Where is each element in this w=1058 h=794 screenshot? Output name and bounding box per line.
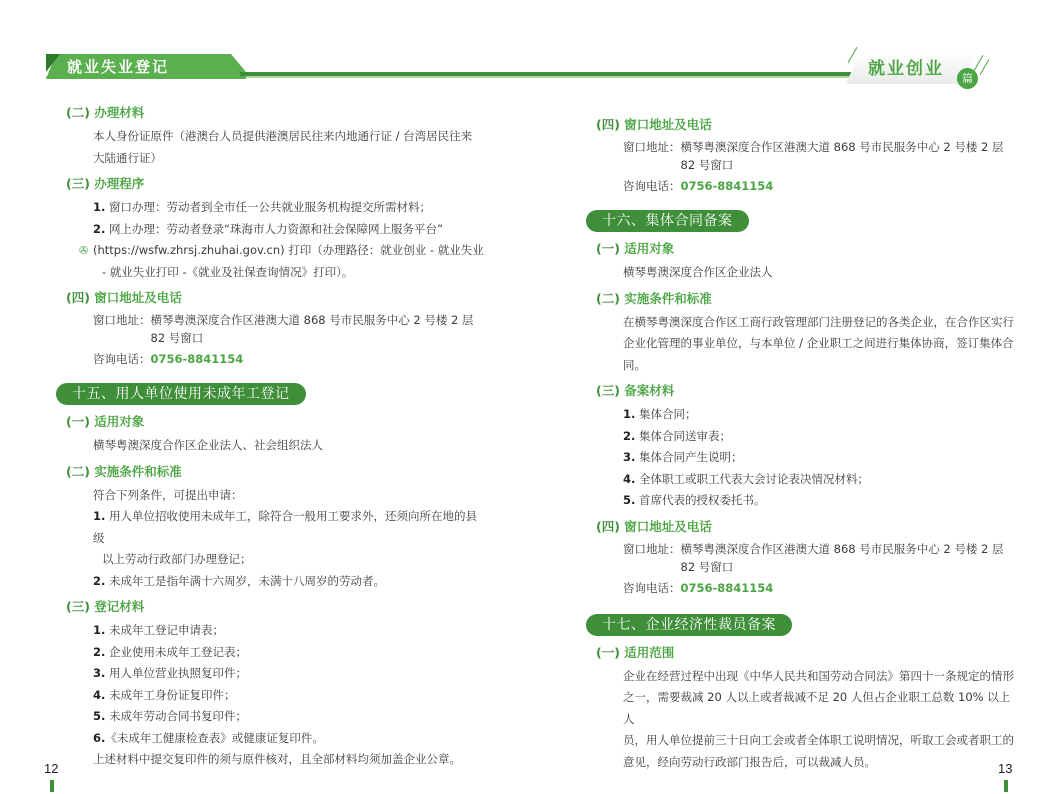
note: 上述材料中提交复印件的须与原件核对，且全部材料均须加盖企业公章。 [93,752,461,766]
address: 窗口地址： 横琴粤澳深度合作区港澳大道 868 号市民服务中心 2 号楼 2 层 82 号窗口 [623,140,1004,172]
page-number-left: 12 [44,761,59,776]
list-item: 2. 未成年工是指年满十六周岁，未满十八周岁的劳动者。 [93,573,386,588]
paragraph: 企业在经营过程中出现《中华人民共和国劳动合同法》第四十一条规定的情形 [623,668,1014,683]
paragraph: 意见，经向劳动行政部门报告后，可以裁减人员。 [623,754,876,769]
list-item: 1. 集体合同； [623,407,697,421]
address: 窗口地址： 横琴粤澳深度合作区港澳大道 868 号市民服务中心 2 号楼 2 层 82 号窗口 [623,541,1004,574]
list-item: 2. 网上办理：劳动者登录“珠海市人力资源和社会保障网上服务平台” [93,221,443,236]
right-page [596,116,1016,773]
paragraph: 符合下列条件，可提出申请： [93,487,243,502]
address: 窗口地址： 横琴粤澳深度合作区港澳大道 868 号市民服务中心 2 号楼 2 层 82 号窗口 [93,313,474,345]
header-rule [240,72,852,76]
link-icon: ✇ [79,244,89,257]
subheading: (三) 办理程序 [66,176,145,191]
section-title-16: 十六、集体合同备案 [586,210,749,232]
link-line[interactable]: ✇ (https://wsfw.zhrsj.zhuhai.gov.cn) 打印（办理路径：就业创业 - 就业失业 [66,240,486,262]
subheading: (一) 适用对象 [66,414,145,429]
left-page [66,104,486,771]
subheading: (二) 实施条件和标准 [596,290,712,306]
paragraph: 以上劳动行政部门办理登记； [102,552,252,566]
paragraph: 本人身份证原件（港澳台人员提供港澳居民往来内地通行证 / 台湾居民往来 [93,129,473,143]
paragraph: 企业化管理的事业单位，与本单位 / 企业职工之间进行集体协商，签订集体合同。 [623,336,1014,372]
subheading: (三) 登记材料 [66,599,145,614]
decorative-slash [980,59,990,75]
list-item: 4. 全体职工或职工代表大会讨论表决情况材料； [623,471,870,486]
paragraph: 员，用人单位提前三十日向工会或者全体职工说明情况，听取工会或者职工的 [623,733,1014,747]
paragraph: 大陆通行证） [93,150,162,165]
phone: 咨询电话：0756-8841154 [93,352,244,366]
subheading: (二) 办理材料 [66,105,145,120]
list-item: 6.《未成年工健康检查表》或健康证复印件。 [93,730,324,745]
subheading: (四) 窗口地址及电话 [66,290,182,305]
paragraph: 横琴粤澳深度合作区企业法人、社会组织法人 [93,438,323,452]
section-title-left: 就业失业登记 [67,58,170,76]
list-item: 1. 未成年工登记申请表； [93,623,225,637]
list-item: 2. 企业使用未成年工登记表； [93,644,248,659]
section-title-17: 十七、企业经济性裁员备案 [586,614,792,636]
chapter-title: 就业创业 [868,59,944,79]
subheading: (三) 备案材料 [596,383,675,398]
subheading: (四) 窗口地址及电话 [596,117,712,132]
paragraph: 在横琴粤澳深度合作区工商行政管理部门注册登记的各类企业，在合作区实行 [623,314,1014,329]
list-item: 5. 未成年劳动合同书复印件； [93,709,248,723]
section-title-15: 十五、用人单位使用未成年工登记 [56,383,306,405]
page-marker [50,780,54,792]
list-item: 3. 用人单位营业执照复印件； [93,666,248,680]
list-item: 3. 集体合同产生说明； [623,450,743,464]
paragraph: - 就业失业打印 -《就业及社保查询情况》打印）。 [102,264,354,279]
list-item: 1. 窗口办理：劳动者到全市任一公共就业服务机构提交所需材料； [93,200,432,214]
subheading: (二) 实施条件和标准 [66,463,182,479]
list-item: 1. 用人单位招收使用未成年工，除符合一般用工要求外，还须向所在地的县级 [93,509,478,545]
phone: 咨询电话：0756-8841154 [623,580,774,595]
list-item: 2. 集体合同送审表； [623,428,732,443]
subheading: (一) 适用范围 [596,644,675,660]
decorative-slash [848,47,858,63]
list-item: 4. 未成年工身份证复印件； [93,687,236,702]
list-item: 5. 首席代表的授权委托书。 [623,493,766,507]
page-marker [1004,780,1008,792]
subheading: (一) 适用对象 [596,241,675,256]
paragraph: 横琴粤澳深度合作区企业法人 [623,265,773,279]
subheading: (四) 窗口地址及电话 [596,518,712,534]
header-rule-light [46,76,852,78]
chapter-badge: 篇 [957,68,978,89]
paragraph: 之一，需要裁减 20 人以上或者裁减不足 20 人但占企业职工总数 10% 以上人 [623,690,1011,726]
phone: 咨询电话：0756-8841154 [623,179,774,193]
page-number-right: 13 [998,761,1013,776]
